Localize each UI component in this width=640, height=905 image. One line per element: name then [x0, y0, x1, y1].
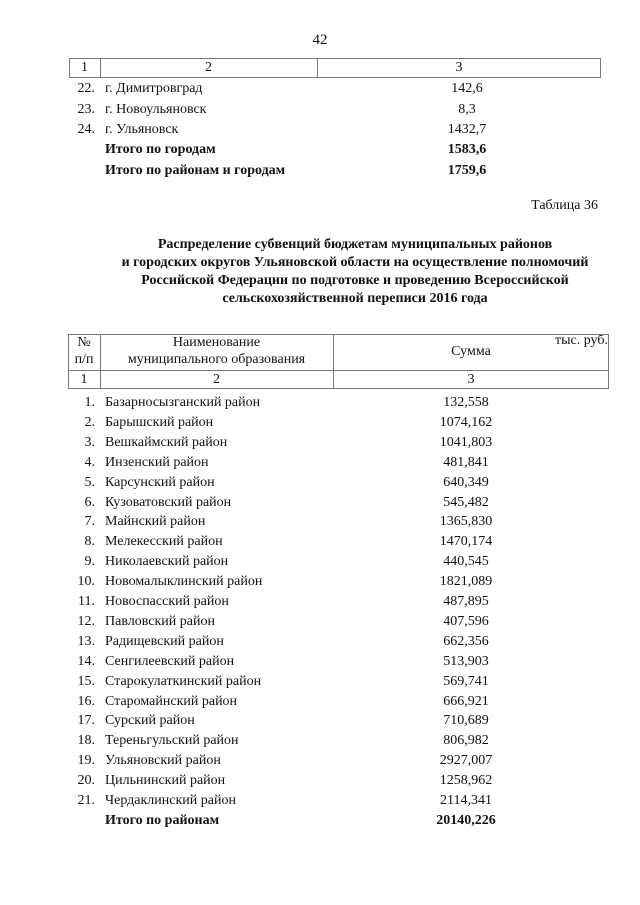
row-value: 545,482: [443, 494, 489, 510]
row-value: 142,6: [451, 81, 483, 96]
row-name: Итого по районам: [105, 812, 220, 828]
row-number: 23.: [77, 101, 95, 117]
table-row: [0, 433, 640, 453]
row-value: 2114,341: [440, 793, 492, 808]
table-row: [0, 751, 640, 771]
row-name: Мелекесский район: [105, 534, 223, 550]
row-name: Радищевский район: [105, 633, 224, 649]
row-name: Барышский район: [105, 414, 214, 430]
title-line: и городских округов Ульяновской области на осуществление полномочий: [121, 255, 589, 270]
row-number: 3.: [84, 434, 95, 450]
title-line: сельскохозяйственной переписи 2016 года: [222, 291, 488, 306]
row-value: 662,356: [443, 633, 489, 649]
row-value: 1074,162: [439, 414, 493, 430]
total-row: [0, 140, 640, 160]
table-row: [0, 612, 640, 632]
row-number: 17.: [77, 713, 95, 729]
table-row: [0, 100, 640, 120]
table-row: [0, 771, 640, 791]
row-name: Старомайнский район: [105, 693, 238, 709]
header-sum: Сумма: [451, 344, 491, 359]
col-number-2: 2: [213, 372, 220, 387]
total-row: [0, 161, 640, 181]
table-row: [0, 652, 640, 672]
header-name-line1: Наименование: [172, 335, 261, 350]
col-number-3: 3: [467, 372, 475, 387]
row-name: Кузоватовский район: [105, 494, 232, 510]
row-value: 132,558: [443, 395, 489, 410]
row-number: 22.: [77, 81, 95, 96]
row-number: 18.: [77, 733, 95, 749]
row-name: Инзенский район: [105, 454, 209, 470]
row-value: 1583,6: [447, 142, 487, 157]
row-value: 1365,830: [439, 514, 493, 530]
row-name: Тереньгульский район: [105, 733, 239, 749]
row-value: 1041,803: [439, 434, 493, 450]
row-name: г. Новоульяновск: [105, 101, 207, 117]
row-number: 15.: [77, 673, 95, 689]
row-name: Старокулаткинский район: [105, 673, 262, 689]
col-number-1: 1: [80, 372, 88, 387]
row-name: г. Ульяновск: [105, 122, 179, 137]
table-row: [0, 632, 640, 652]
row-value: 407,596: [443, 613, 489, 629]
row-name: Павловский район: [105, 613, 215, 629]
table-row: [0, 512, 640, 532]
table-row: [0, 79, 640, 99]
row-number: 12.: [77, 613, 95, 629]
row-value: 20140,226: [436, 812, 496, 828]
row-value: 487,895: [443, 594, 489, 609]
unit-label: тыс. руб.: [555, 333, 608, 348]
row-number: 7.: [84, 514, 95, 530]
col-number-3: 3: [455, 60, 463, 75]
table-row: [0, 413, 640, 433]
row-number: 20.: [77, 773, 95, 789]
row-number: 11.: [78, 594, 95, 609]
table-row: [0, 532, 640, 552]
row-name: Майнский район: [105, 514, 206, 530]
col-number-2: 2: [205, 60, 212, 75]
row-number: 24.: [77, 122, 95, 137]
row-name: Итого по городам: [105, 142, 216, 157]
table-row: [0, 120, 640, 140]
col-number-1: 1: [81, 60, 88, 75]
header-num: [68, 334, 100, 368]
table-row: [0, 473, 640, 493]
row-number: 16.: [77, 693, 95, 709]
table-row: [0, 552, 640, 572]
row-value: 440,545: [443, 554, 489, 570]
row-number: 21.: [77, 793, 95, 808]
header-num-line1: №: [77, 335, 91, 350]
row-number: 4.: [84, 454, 95, 470]
table-row: [0, 393, 640, 413]
row-name: Карсунский район: [105, 474, 215, 490]
table-label: Таблица 36: [531, 198, 598, 213]
row-number: 13.: [77, 633, 95, 649]
row-name: Чердаклинский район: [105, 793, 236, 808]
row-name: Николаевский район: [105, 554, 229, 570]
row-name: Цильнинский район: [105, 773, 226, 789]
row-name: Новоспасский район: [105, 594, 229, 609]
row-number: 5.: [84, 474, 95, 490]
table-row: [0, 711, 640, 731]
row-value: 1470,174: [439, 534, 493, 550]
table-row: [0, 493, 640, 513]
row-value: 481,841: [443, 454, 489, 470]
row-name: Сенгилеевский район: [105, 653, 235, 669]
row-value: 2927,007: [439, 753, 493, 769]
row-value: 1432,7: [447, 122, 487, 137]
row-number: 8.: [84, 534, 95, 550]
row-name: Итого по районам и городам: [105, 162, 286, 178]
title-line: Российской Федерации по подготовке и проведению Всероссийской: [141, 273, 569, 288]
row-number: 6.: [84, 494, 95, 510]
table-row: [0, 572, 640, 592]
row-number: 2.: [84, 414, 95, 430]
page-number: 42: [312, 32, 328, 48]
row-name: Вешкаймский район: [105, 434, 228, 450]
table-row: [0, 453, 640, 473]
row-value: 513,903: [443, 653, 489, 669]
row-value: 569,741: [443, 673, 489, 689]
row-number: 9.: [84, 554, 95, 570]
row-name: Новомалыклинский район: [105, 574, 263, 590]
row-name: Сурский район: [105, 713, 195, 729]
row-value: 806,982: [443, 733, 489, 749]
table-row: [0, 592, 640, 612]
row-number: 10.: [77, 574, 95, 590]
row-number: 1.: [84, 395, 95, 410]
total-row: [0, 811, 640, 831]
row-name: Ульяновский район: [105, 753, 221, 769]
row-number: 14.: [77, 653, 95, 669]
row-value: 1258,962: [439, 773, 493, 789]
row-value: 666,921: [443, 693, 489, 709]
header-name-line2: муниципального образования: [127, 352, 306, 367]
header-name: [100, 334, 333, 368]
row-value: 8,3: [458, 101, 476, 117]
row-value: 640,349: [443, 474, 489, 490]
header-num-line2: п/п: [74, 352, 94, 367]
row-value: 1821,089: [439, 574, 493, 590]
table-row: [0, 692, 640, 712]
table-row: [0, 731, 640, 751]
row-number: 19.: [77, 753, 95, 769]
row-value: 1759,6: [447, 162, 487, 178]
row-value: 710,689: [443, 713, 489, 729]
table-title: [0, 236, 640, 308]
row-name: г. Димитровград: [105, 81, 203, 96]
row-name: Базарносызганский район: [105, 395, 261, 410]
title-line: Распределение субвенций бюджетам муниципальных районов: [157, 237, 553, 252]
table-row: [0, 791, 640, 811]
table-row: [0, 672, 640, 692]
